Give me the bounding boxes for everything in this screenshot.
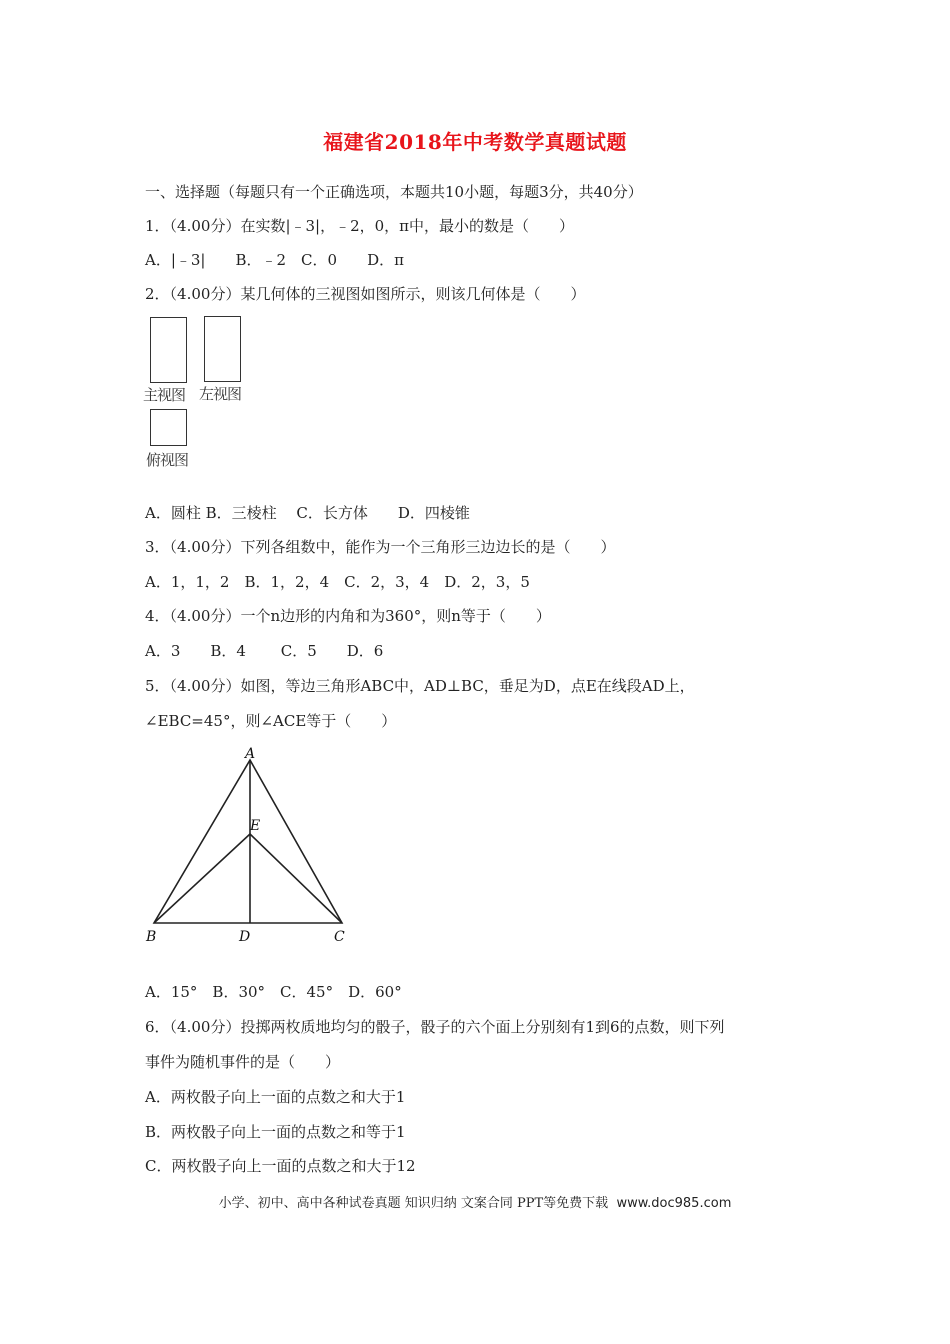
point-label-d: D — [239, 929, 251, 945]
question-1-stem: 1．（4.00分）在实数|﹣3|，﹣2，0，π中，最小的数是（ ） — [145, 217, 575, 235]
question-6-stem-line1: 6．（4.00分）投掷两枚质地均匀的骰子，骰子的六个面上分别刻有1到6的点数，则下列 — [145, 1018, 725, 1036]
point-label-e: E — [250, 818, 261, 834]
question-5-stem-line1: 5．（4.00分）如图，等边三角形ABC中，AD⊥BC，垂足为D，点E在线段AD上， — [145, 677, 695, 695]
front-view-rect — [150, 317, 187, 383]
question-6-option-c: C．两枚骰子向上一面的点数之和大于12 — [145, 1157, 416, 1175]
point-label-c: C — [334, 929, 345, 945]
segment-ce — [250, 834, 342, 923]
question-4-stem: 4．（4.00分）一个n边形的内角和为360°，则n等于（ ） — [145, 607, 551, 625]
question-5-stem-line2: ∠EBC=45°，则∠ACE等于（ ） — [145, 712, 397, 730]
question-1-options: A．|﹣3| B．﹣2 C．0 D．π — [145, 251, 404, 269]
segment-be — [154, 834, 250, 923]
point-label-b: B — [146, 929, 157, 945]
footer-link[interactable]: www.doc985.com — [616, 1196, 732, 1211]
top-view-rect — [150, 409, 187, 446]
section-heading: 一、选择题（每题只有一个正确选项，本题共10小题，每题3分，共40分） — [145, 183, 643, 201]
question-3-stem: 3．（4.00分）下列各组数中，能作为一个三角形三边边长的是（ ） — [145, 538, 616, 556]
question-6-option-b: B．两枚骰子向上一面的点数之和等于1 — [145, 1123, 406, 1141]
top-view-label: 俯视图 — [146, 451, 189, 469]
question-2-stem: 2．（4.00分）某几何体的三视图如图所示，则该几何体是（ ） — [145, 285, 586, 303]
footer-text: 小学、初中、高中各种试卷真题 知识归纳 文案合同 PPT等免费下载 — [218, 1196, 609, 1211]
question-2-options: A．圆柱 B．三棱柱 C．长方体 D．四棱锥 — [145, 504, 470, 522]
question-6-option-a: A．两枚骰子向上一面的点数之和大于1 — [145, 1088, 406, 1106]
triangle-abc — [154, 760, 342, 923]
question-4-options: A．3 B．4 C．5 D．6 — [145, 642, 384, 660]
page-title: 福建省2018年中考数学真题试题 — [323, 130, 627, 154]
question-5-options: A．15° B．30° C．45° D．60° — [145, 983, 402, 1001]
side-view-label: 左视图 — [199, 385, 242, 403]
question-3-options: A．1，1，2 B．1，2，4 C．2，3，4 D．2，3，5 — [145, 573, 530, 591]
side-view-rect — [204, 316, 241, 382]
point-label-a: A — [245, 746, 256, 762]
front-view-label: 主视图 — [143, 386, 186, 404]
triangle-figure — [140, 740, 360, 950]
page-footer — [0, 1192, 950, 1211]
question-6-stem-line2: 事件为随机事件的是（ ） — [145, 1053, 341, 1071]
